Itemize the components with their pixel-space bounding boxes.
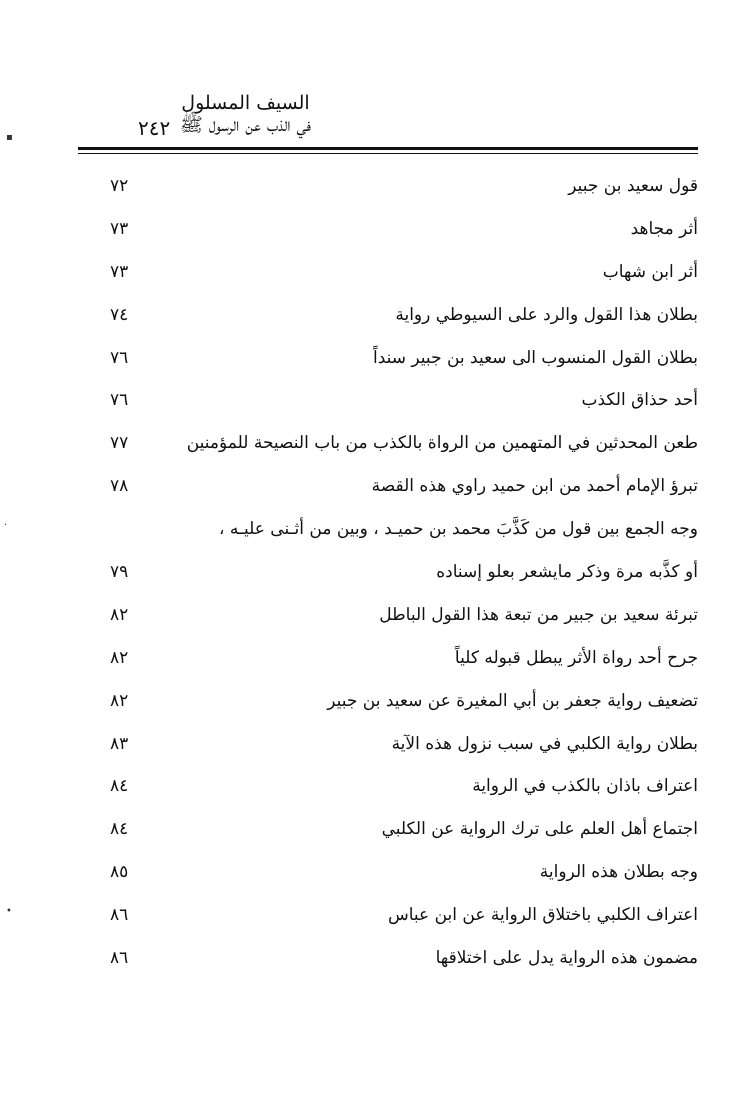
toc-entry-title: قول سعيد بن جبير bbox=[568, 176, 698, 196]
toc-entry bbox=[100, 942, 698, 985]
toc-entry bbox=[100, 728, 698, 771]
toc-entry-title: أو كذَّبه مرة وذكر مايشعر بعلو إسناده bbox=[436, 562, 698, 583]
toc-entry-page: ٧٨ bbox=[110, 476, 129, 497]
toc-entry-title: طعن المحدثين في المتهمين من الرواة بالكذب من باب النصيحة للمؤمنين bbox=[186, 433, 698, 454]
toc-entry-page: ٨٢ bbox=[110, 690, 129, 711]
header-rule-thin bbox=[78, 153, 698, 154]
margin-mark: · bbox=[4, 520, 8, 531]
toc-entry-title: اجتماع أهل العلم على ترك الرواية عن الكلبي bbox=[381, 819, 698, 840]
toc-entry-page: ٧٣ bbox=[110, 261, 129, 282]
toc-entry-title: أثر مجاهد bbox=[630, 218, 698, 239]
toc-entry-page: ٨٢ bbox=[110, 604, 129, 625]
toc-entry bbox=[100, 513, 698, 556]
toc-entry-title: وجه الجمع بين قول من كَذَّبَ محمد بن حميـد ، وبين من أثـنى عليـه ، bbox=[218, 519, 698, 540]
margin-mark: • bbox=[6, 906, 12, 917]
toc-entry-title: بطلان رواية الكلبي في سبب نزول هذه الآية bbox=[391, 733, 698, 754]
toc-entry-page: ٧٢ bbox=[110, 176, 129, 196]
toc-entry-page: ٨٢ bbox=[110, 647, 129, 668]
page-number: ٢٤٢ bbox=[138, 116, 171, 140]
running-title-line1: السيف المسلول bbox=[181, 92, 310, 114]
margin-mark: ▪ bbox=[6, 132, 13, 143]
toc-entry-title: أثر ابن شهاب bbox=[602, 261, 698, 282]
toc-entry bbox=[100, 899, 698, 942]
toc-entry bbox=[100, 256, 698, 299]
toc-entry bbox=[100, 642, 698, 685]
header-rule-thick bbox=[78, 147, 698, 150]
running-title bbox=[180, 92, 311, 136]
toc-entry bbox=[100, 427, 698, 470]
toc-entry-page: ٨٦ bbox=[110, 905, 129, 926]
toc-entry bbox=[100, 470, 698, 513]
toc-entry bbox=[100, 213, 698, 256]
toc-entry-title: اعتراف باذان بالكذب في الرواية bbox=[472, 776, 698, 797]
toc-entry bbox=[100, 299, 698, 342]
toc-entry bbox=[100, 599, 698, 642]
toc-entry-page: ٨٦ bbox=[110, 948, 129, 969]
toc-entry bbox=[100, 384, 698, 427]
toc-entry bbox=[100, 856, 698, 899]
toc-entry-title: أحد حذاق الكذب bbox=[581, 390, 698, 411]
toc-entry-page: ٧٣ bbox=[110, 218, 129, 239]
toc-entry-title: تبرؤ الإمام أحمد من ابن حميد راوي هذه القصة bbox=[371, 476, 698, 497]
toc-entry-title: جرح أحد رواة الأثر يبطل قبوله كلياً bbox=[454, 647, 698, 668]
toc-entry-page: ٧٤ bbox=[110, 304, 129, 325]
toc-entry-page: ٨٣ bbox=[110, 733, 129, 754]
toc-entry-page: ٧٩ bbox=[110, 562, 129, 583]
toc-entry bbox=[100, 342, 698, 385]
toc-entry bbox=[100, 685, 698, 728]
toc-entry-title: بطلان هذا القول والرد على السيوطي رواية bbox=[395, 304, 698, 325]
toc-entry bbox=[100, 813, 698, 856]
toc-entry-page: ٨٥ bbox=[110, 862, 129, 883]
toc-entry-page: ٨٤ bbox=[110, 819, 129, 840]
toc-entry-title: تضعيف رواية جعفر بن أبي المغيرة عن سعيد بن جبير bbox=[327, 690, 698, 711]
toc-entry bbox=[100, 170, 698, 213]
running-title-line2: في الذب عن الرسول ﷺ bbox=[179, 114, 311, 136]
toc-entry bbox=[100, 556, 698, 599]
toc-entry-page: ٧٧ bbox=[110, 433, 129, 454]
toc-entry bbox=[100, 770, 698, 813]
toc-entry-page: ٧٦ bbox=[110, 390, 129, 411]
toc-entry-title: اعتراف الكلبي باختلاق الرواية عن ابن عباس bbox=[388, 905, 698, 926]
toc-entry-title: تبرئة سعيد بن جبير من تبعة هذا القول الباطل bbox=[379, 604, 698, 625]
toc-entry-title: وجه بطلان هذه الرواية bbox=[539, 862, 698, 883]
toc-entry-title: بطلان القول المنسوب الى سعيد بن جبير سنداً bbox=[373, 347, 698, 368]
toc-entry-page: ٨٤ bbox=[110, 776, 129, 797]
toc-entry-title: مضمون هذه الرواية يدل على اختلاقها bbox=[435, 948, 698, 969]
toc-entry-page: ٧٦ bbox=[110, 347, 129, 368]
table-of-contents bbox=[100, 170, 698, 985]
